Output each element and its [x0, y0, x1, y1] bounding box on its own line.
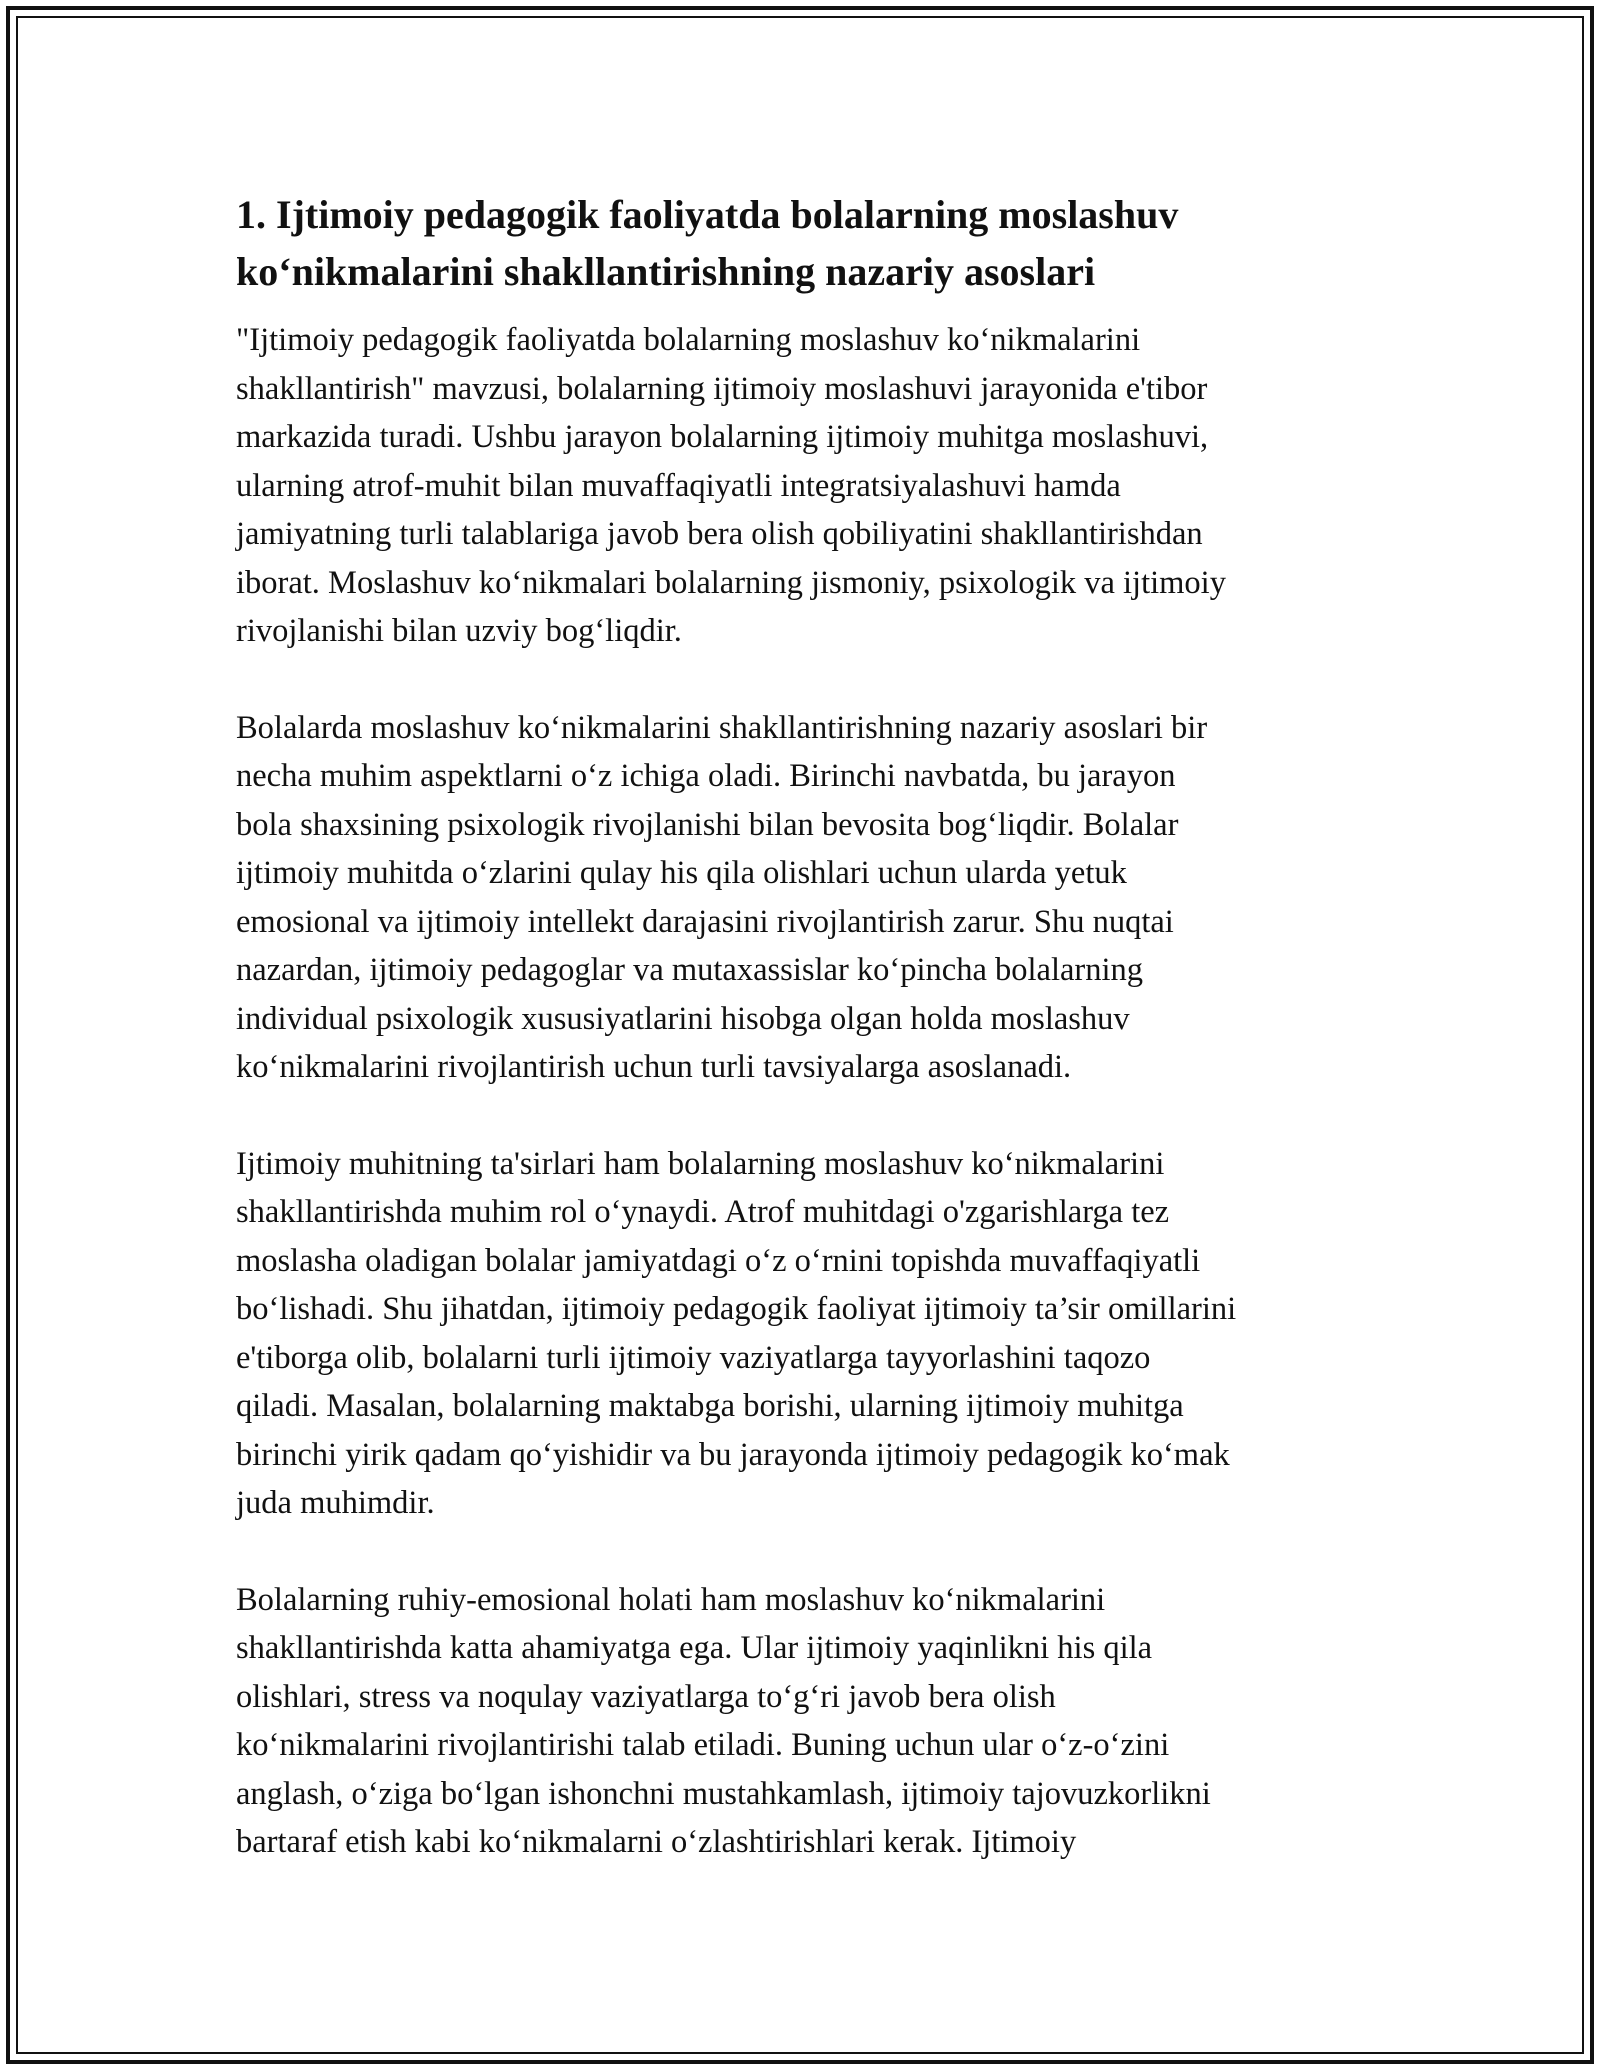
paragraph-line: moslasha oladigan bolalar jamiyatdagi o‘z o‘rnini topishda muvaffaqiyatli [236, 1242, 1201, 1279]
paragraph [236, 1576, 1376, 1867]
paragraph-line: individual psixologik xususiyatlarini hisobga olgan holda moslashuv [236, 1000, 1130, 1037]
paragraph [236, 1140, 1376, 1528]
paragraph [236, 704, 1376, 1092]
paragraph-line: rivojlanishi bilan uzviy bog‘liqdir. [236, 613, 682, 649]
paragraph-line: birinchi yirik qadam qo‘yishidir va bu jarayonda ijtimoiy pedagogik ko‘mak [236, 1436, 1230, 1473]
paragraph-line: ijtimoiy muhitda o‘zlarini qulay his qila olishlari uchun ularda yetuk [236, 855, 1127, 891]
paragraph-line: shakllantirish" mavzusi, bolalarning ijtimoiy moslashuvi jarayonida e'tibor [236, 370, 1208, 407]
paragraph [236, 316, 1376, 656]
paragraph-line: Ijtimoiy muhitning ta'sirlari ham bolalarning moslashuv ko‘nikmalarini [236, 1145, 1165, 1182]
paragraph-line: Bolalarda moslashuv ko‘nikmalarini shakllantirishning nazariy asoslari bir [236, 709, 1208, 746]
paragraph-line: necha muhim aspektlarni o‘z ichiga oladi. Birinchi navbatda, bu jarayon [236, 758, 1176, 794]
paragraph-line: emosional va ijtimoiy intellekt darajasini rivojlantirish zarur. Shu nuqtai [236, 903, 1174, 940]
paragraph-line: iborat. Moslashuv ko‘nikmalari bolalarning jismoniy, psixologik va ijtimoiy [236, 564, 1226, 601]
paragraph-line: bo‘lishadi. Shu jihatdan, ijtimoiy pedagogik faoliyat ijtimoiy ta’sir omillarini [236, 1291, 1237, 1327]
paragraph-line: ko‘nikmalarini rivojlantirishi talab etiladi. Buning uchun ular o‘z-o‘zini [236, 1727, 1170, 1763]
paragraph-line: ko‘nikmalarini rivojlantirish uchun turli tavsiyalarga asoslanadi. [236, 1049, 1072, 1085]
paragraph-line: ularning atrof-muhit bilan muvaffaqiyatli integratsiyalashuvi hamda [236, 467, 1121, 504]
document-body [236, 186, 1376, 1915]
paragraph-line: shakllantirishda katta ahamiyatga ega. Ular ijtimoiy yaqinlikni his qila [236, 1630, 1153, 1666]
paragraph-line: jamiyatning turli talablariga javob bera olish qobiliyatini shakllantirishdan [236, 516, 1203, 552]
paragraph-line: juda muhimdir. [236, 1485, 435, 1521]
section-heading [236, 186, 1376, 300]
heading-line: 1. Ijtimoiy pedagogik faoliyatda bolalarning moslashuv [236, 192, 1179, 237]
paragraph-line: bola shaxsining psixologik rivojlanishi bilan bevosita bog‘liqdir. Bolalar [236, 806, 1179, 843]
paragraph-line: nazardan, ijtimoiy pedagoglar va mutaxassislar ko‘pincha bolalarning [236, 952, 1144, 988]
paragraph-line: bartaraf etish kabi ko‘nikmalarni o‘zlashtirishlari kerak. Ijtimoiy [236, 1824, 1077, 1860]
paragraph-line: markazida turadi. Ushbu jarayon bolalarning ijtimoiy muhitga moslashuvi, [236, 419, 1209, 455]
paragraph-line: Bolalarning ruhiy-emosional holati ham moslashuv ko‘nikmalarini [236, 1581, 1106, 1618]
paragraph-line: e'tiborga olib, bolalarni turli ijtimoiy vaziyatlarga tayyorlashini taqozo [236, 1339, 1151, 1376]
paragraph-line: qiladi. Masalan, bolalarning maktabga borishi, ularning ijtimoiy muhitga [236, 1388, 1184, 1424]
paragraph-line: "Ijtimoiy pedagogik faoliyatda bolalarning moslashuv ko‘nikmalarini [236, 322, 1141, 358]
paragraph-line: olishlari, stress va noqulay vaziyatlarga to‘g‘ri javob bera olish [236, 1678, 1056, 1715]
paragraph-line: shakllantirishda muhim rol o‘ynaydi. Atrof muhitdagi o'zgarishlarga tez [236, 1194, 1170, 1230]
heading-line: ko‘nikmalarini shakllantirishning nazariy asoslari [236, 249, 1096, 294]
paragraph-line: anglash, o‘ziga bo‘lgan ishonchni mustahkamlash, ijtimoiy tajovuzkorlikni [236, 1775, 1211, 1812]
